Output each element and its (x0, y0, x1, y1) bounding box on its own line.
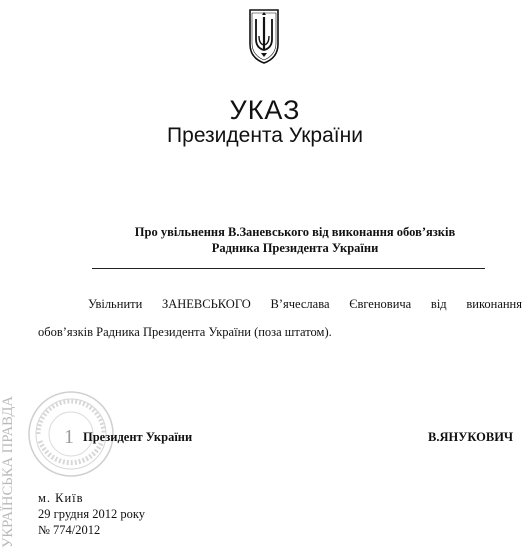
decree-footer (38, 490, 145, 538)
divider-rule (92, 268, 485, 269)
tryzub-emblem-icon (246, 6, 282, 66)
signatory-position: Президент України (83, 430, 193, 444)
decree-body (38, 290, 522, 346)
document-title: УКАЗ (229, 95, 301, 125)
decree-subject (60, 224, 530, 256)
subject-line-1: Про увільнення В.Заневського від виконання обов’язків (134, 225, 456, 239)
document-subtitle: Президента України (167, 124, 363, 147)
subject-line-2: Радника Президента України (211, 241, 379, 255)
body-line-1: Увільнити ЗАНЕВСЬКОГО В’ячеслава Євгеновича від виконання (88, 297, 522, 311)
body-line-2: обов’язків Радника Президента України (поза штатом). (38, 325, 332, 339)
decree-number: № 774/2012 (38, 523, 101, 537)
signatory-name: В.ЯНУКОВИЧ (428, 430, 514, 444)
watermark (0, 394, 18, 550)
issue-date: 29 грудня 2012 року (38, 507, 145, 521)
seal-number: 1 (64, 426, 74, 448)
issue-city: м. Київ (38, 491, 84, 505)
watermark-text: УКРАЇНСЬКА ПРАВДА (0, 397, 16, 548)
